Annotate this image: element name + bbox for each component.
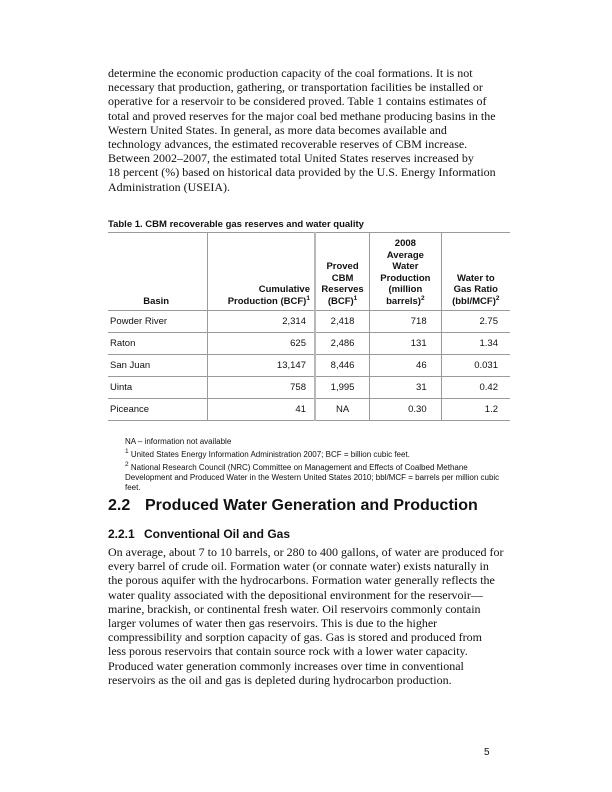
text-line: Western United States. In general, as more data becomes available and: [108, 122, 447, 137]
text-line: reservoirs as the oil and gas is depleted during hydrocarbon production.: [108, 672, 452, 687]
text-line: On average, about 7 to 10 barrels, or 280 to 400 gallons, of water are produced for: [108, 545, 504, 559]
table-row: [108, 311, 510, 333]
cell-ratio: 2.75: [441, 311, 510, 333]
cell-cumulative: 13,147: [208, 355, 315, 377]
cell-ratio: 0.42: [441, 377, 510, 399]
table-header-row: [108, 233, 510, 311]
cell-water-production: 0.30: [370, 399, 441, 421]
text-line: less porous reservoirs that contain source rock with a lower water capacity.: [108, 644, 468, 659]
cbm-reserves-table: [108, 232, 510, 421]
table-row: [108, 355, 510, 377]
text-line: water quality associated with the depositional environment for the reservoir—: [108, 587, 483, 602]
subsection-paragraph: [108, 545, 508, 687]
column-header-cumulative-production: Cumulative Production (BCF)$^1$: [208, 233, 315, 311]
text-line: determine the economic production capacity of the coal formations. It is not: [108, 66, 473, 80]
cell-proved: 2,486: [315, 333, 370, 355]
subsection-number: 2.2.1: [108, 527, 135, 541]
column-header-water-gas-ratio: Water to Gas Ratio $(bbl/MCF)^2$: [441, 233, 510, 311]
text-line: Produced water generation commonly increases over time in conventional: [108, 658, 464, 673]
table-row: [108, 399, 510, 421]
text-line: technology advances, the estimated recoverable reserves of CBM increase.: [108, 137, 468, 152]
subsection-heading: [108, 527, 290, 541]
section-number: 2.2: [108, 497, 131, 514]
intro-paragraph: [108, 66, 508, 194]
table-row: [108, 333, 510, 355]
footnote-ref: 2: [495, 294, 500, 302]
text-line: operative for a reservoir to be considered proved. Table 1 contains estimates of: [108, 94, 487, 109]
table-notes: [125, 437, 505, 496]
text-line: the porous aquifer with the hydrocarbons. Formation water generally reflects the: [108, 573, 495, 588]
footnote-ref: 2: [420, 294, 425, 302]
column-header-basin: Basin: [108, 233, 208, 311]
text-line: Administration (USEIA).: [108, 179, 230, 194]
cell-proved: 1,995: [315, 377, 370, 399]
text-line: Between 2002–2007, the estimated total United States reserves increased by: [108, 151, 474, 166]
text-line: larger volumes of water then gas reservoirs. This is due to the higher: [108, 616, 438, 631]
column-header-proved-reserves: Proved CBM Reserves (BCF)$^1$: [315, 233, 370, 311]
cell-proved: 8,446: [315, 355, 370, 377]
section-title: Produced Water Generation and Production: [145, 497, 478, 514]
cell-cumulative: 625: [208, 333, 315, 355]
cell-ratio: 0.031: [441, 355, 510, 377]
table-footnote-1: $^1$ United States Energy Information Administration 2007; BCF = billion cubic feet.: [125, 448, 410, 459]
cell-cumulative: 758: [208, 377, 315, 399]
footnote-ref: 1: [353, 294, 358, 302]
cell-water-production: 31: [370, 377, 441, 399]
cell-basin: Raton: [108, 333, 208, 355]
text-line: every barrel of crude oil. Formation water (or connate water) exists naturally in: [108, 559, 489, 574]
table-caption: Table 1. CBM recoverable gas reserves and water quality: [108, 219, 364, 230]
table-row: [108, 377, 510, 399]
column-header-water-production: 2008 Average Water Production (million barrels)$^2$: [370, 233, 441, 311]
text-line: 18 percent (%) based on historical data provided by the U.S. Energy Information: [108, 165, 496, 180]
cell-ratio: 1.2: [441, 399, 510, 421]
page-number: 5: [484, 747, 490, 758]
text-line: compressibility and sorption capacity of gas. Gas is stored and produced from: [108, 630, 482, 645]
table-footnote-2: $^2$ National Research Council (NRC) Committee on Management and Effects of Coalbed Methane Development and Produced Water in the Western United States 2010; bbl/MCF = barrels per million cubic feet.: [125, 461, 500, 492]
text-line: necessary that production, gathering, or transportation facilities be installed or: [108, 80, 483, 95]
cell-basin: Piceance: [108, 399, 208, 421]
footnote-ref: 1: [306, 294, 310, 302]
cell-water-production: 46: [370, 355, 441, 377]
cell-proved: NA: [315, 399, 370, 421]
section-heading: [108, 497, 478, 515]
text-line: total and proved reserves for the major coal bed methane producing basins in the: [108, 108, 496, 123]
cell-water-production: 718: [370, 311, 441, 333]
cell-proved: 2,418: [315, 311, 370, 333]
text-line: marine, brackish, or continental fresh water. Oil reservoirs commonly contain: [108, 601, 481, 616]
cell-basin: San Juan: [108, 355, 208, 377]
subsection-title: Conventional Oil and Gas: [144, 527, 291, 541]
cell-basin: Powder River: [108, 311, 208, 333]
cell-cumulative: 2,314: [208, 311, 315, 333]
cell-cumulative: 41: [208, 399, 315, 421]
cell-ratio: 1.34: [441, 333, 510, 355]
cell-water-production: 131: [370, 333, 441, 355]
table-note: NA – information not available: [125, 437, 232, 446]
cell-basin: Uinta: [108, 377, 208, 399]
